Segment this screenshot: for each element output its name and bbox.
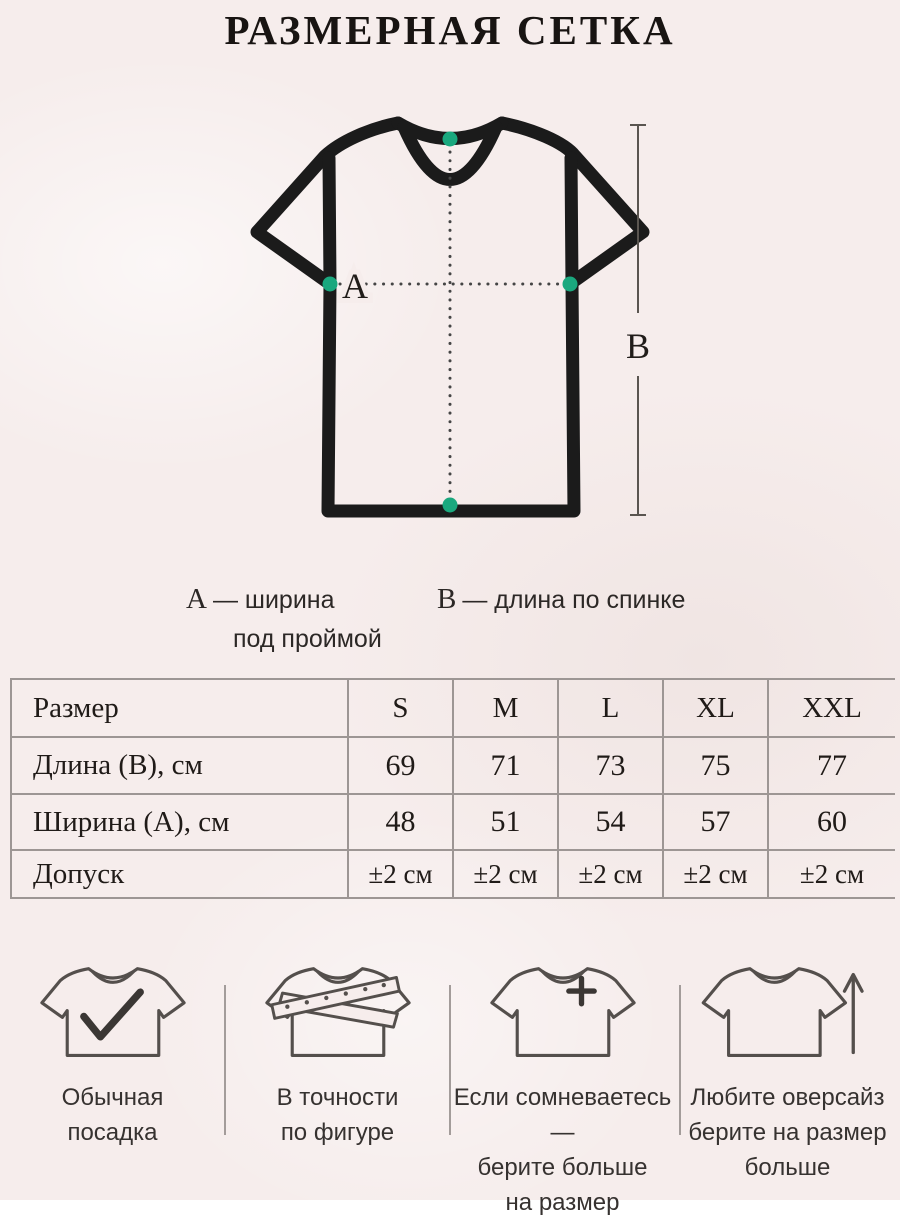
size-table-cell: 48 (347, 795, 452, 851)
size-table-cell: 51 (452, 795, 557, 851)
tshirt-tape-icon (253, 958, 423, 1070)
fit-caption-line: по фигуре (280, 1119, 395, 1146)
fit-caption (277, 1080, 399, 1150)
size-table-cell: ±2 см (767, 851, 895, 899)
tshirt-measurement-diagram (230, 100, 680, 545)
tshirt-arrow-icon (703, 958, 873, 1070)
fit-caption (62, 1080, 164, 1150)
fit-caption (688, 1080, 886, 1185)
fit-caption-line: больше (744, 1154, 831, 1181)
size-table (10, 678, 895, 899)
tshirt-plus-icon (478, 958, 648, 1070)
plus-mark (568, 978, 593, 1003)
fit-item-regular (0, 958, 225, 1220)
legend-length (437, 580, 685, 620)
size-table-cell: 69 (347, 738, 452, 795)
fit-caption-line: В точности (276, 1084, 399, 1111)
legend-length-text: — длина по спинке (462, 586, 686, 614)
fit-caption-line: Любите оверсайз (690, 1084, 885, 1111)
fit-caption-line: берите на размер (688, 1119, 887, 1146)
fit-item-oversize (675, 958, 900, 1220)
fit-guide-divider (449, 985, 451, 1135)
width-label-a: A (342, 266, 368, 306)
length-measure-line (630, 125, 646, 515)
size-table-cell: 73 (557, 738, 662, 795)
size-table-cell: ±2 см (662, 851, 767, 899)
legend-width-letter: А (186, 583, 207, 615)
fit-caption-line: посадка (67, 1119, 158, 1146)
measurement-dotted-lines (340, 152, 560, 498)
size-table-header-cell: L (557, 680, 662, 738)
fit-caption-line: Если сомневаетесь — (453, 1084, 672, 1146)
legend-width-text: — ширина (212, 586, 335, 614)
up-arrow (844, 975, 862, 1053)
size-table-cell: 54 (557, 795, 662, 851)
fit-item-size-up-doubt (450, 958, 675, 1220)
length-label-b: B (625, 326, 651, 366)
legend-width-line2: под проймой (233, 625, 382, 653)
size-table-row-label: Ширина (А), см (12, 795, 347, 851)
size-table-cell: 75 (662, 738, 767, 795)
size-table-cell: ±2 см (452, 851, 557, 899)
size-table-cell: 57 (662, 795, 767, 851)
legend-width (186, 580, 382, 659)
fit-item-exact (225, 958, 450, 1220)
fit-caption-line: Обычная (61, 1084, 164, 1111)
size-table-row-label: Длина (В), см (12, 738, 347, 795)
fit-guide-divider (679, 985, 681, 1135)
legend-length-letter: В (437, 583, 457, 615)
size-table-cell: ±2 см (557, 851, 662, 899)
size-table-row-label: Допуск (12, 851, 347, 899)
fit-caption (450, 1080, 675, 1220)
size-table-cell: ±2 см (347, 851, 452, 899)
size-table-header-cell: M (452, 680, 557, 738)
fit-guide-divider (224, 985, 226, 1135)
size-table-cell: 77 (767, 738, 895, 795)
fit-caption-line: берите больше (477, 1154, 648, 1181)
legend-width-line1 (186, 580, 382, 620)
fit-caption-line: на размер (505, 1189, 620, 1216)
size-table-header-cell: XL (662, 680, 767, 738)
tshirt-check-icon (28, 958, 198, 1070)
size-table-header-cell: XXL (767, 680, 895, 738)
check-mark (83, 992, 139, 1037)
size-table-header-cell: Размер (12, 680, 347, 738)
size-table-cell: 60 (767, 795, 895, 851)
size-table-header-cell: S (347, 680, 452, 738)
page-title: РАЗМЕРНАЯ СЕТКА (224, 7, 676, 53)
size-table-cell: 71 (452, 738, 557, 795)
